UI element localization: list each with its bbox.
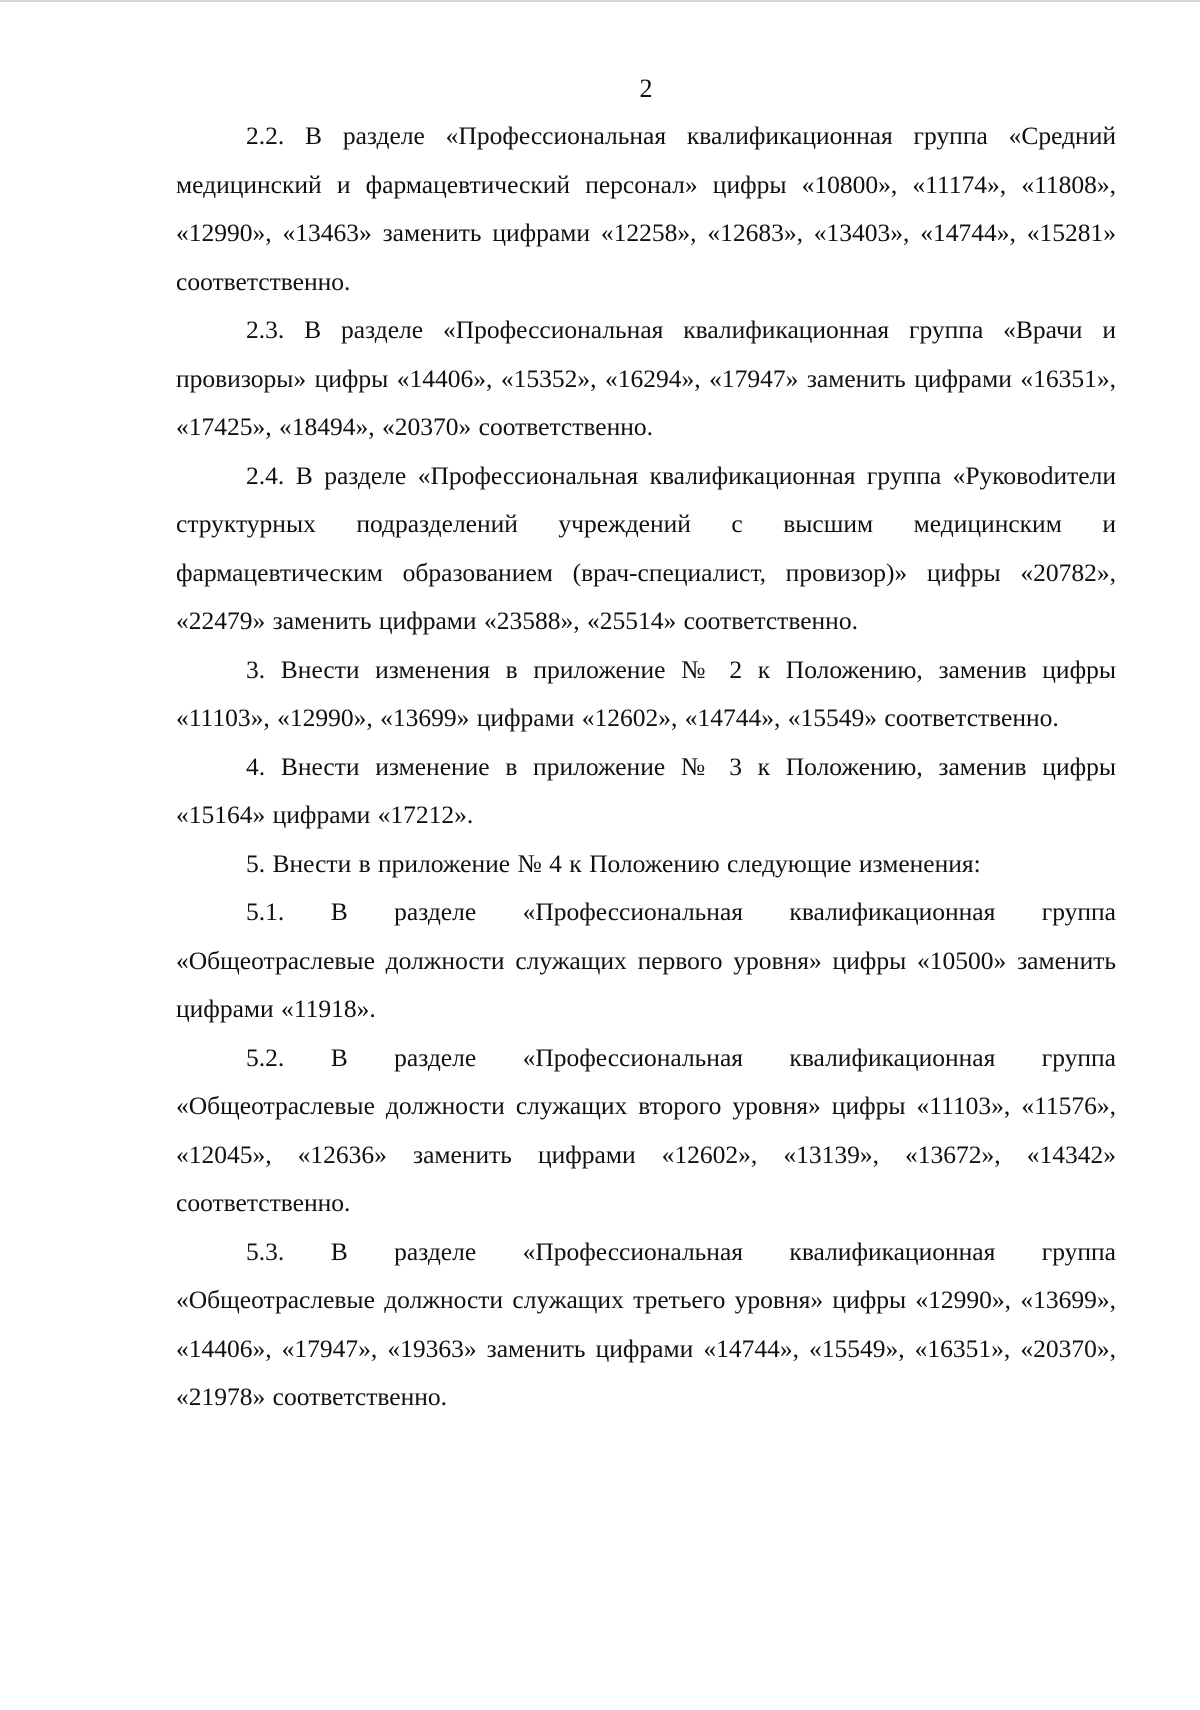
document-body: [176, 112, 1116, 1422]
paragraph-2-4: 2.4. В разделе «Профессиональная квалификационная группа «Руковоdители структурных подразделений учреждений с высшим медицинским и фармацевтическим образованием (врач-специалист, провизор)» цифры «20782», «22479» заменить цифрами «23588», «25514» соответственно.: [176, 460, 1116, 635]
paragraph-5-2: 5.2. В разделе «Профессиональная квалификационная группа «Общеотраслевые должности служащих второго уровня» цифры «11103», «11576», «12045», «12636» заменить цифрами «12602», «13139», «13672», «14342» соответственно.: [176, 1042, 1116, 1217]
paragraph-5-1: 5.1. В разделе «Профессиональная квалификационная группа «Общеотраслевые должности служащих первого уровня» цифры «10500» заменить цифрами «11918».: [176, 897, 1116, 1023]
paragraph-3: 3. Внести изменения в приложение № 2 к Положению, заменив цифры «11103», «12990», «13699» цифрами «12602», «14744», «15549» соответственно.: [176, 654, 1116, 732]
page-top-edge: [0, 0, 1200, 2]
paragraph-2-2: 2.2. В разделе «Профессиональная квалификационная группа «Средний медицинский и фармацевтический персонал» цифры «10800», «11174», «11808», «12990», «13463» заменить цифрами «12258», «12683», «13403», «14744», «15281» соответственно.: [176, 121, 1116, 296]
paragraph-2-3: 2.3. В разделе «Профессиональная квалификационная группа «Врачи и провизоры» цифры «14406», «15352», «16294», «17947» заменить цифрами «16351», «17425», «18494», «20370» соответственно.: [176, 315, 1116, 441]
page-number: 2: [639, 74, 653, 103]
paragraph-5-3: 5.3. В разделе «Профессиональная квалификационная группа «Общеотраслевые должности служащих третьего уровня» цифры «12990», «13699», «14406», «17947», «19363» заменить цифрами «14744», «15549», «16351», «20370», «21978» соответственно.: [176, 1236, 1116, 1411]
paragraph-5: 5. Внести в приложение № 4 к Положению следующие изменения:: [246, 848, 981, 878]
paragraph-4: 4. Внести изменение в приложение № 3 к Положению, заменив цифры «15164» цифрами «17212».: [176, 751, 1116, 829]
